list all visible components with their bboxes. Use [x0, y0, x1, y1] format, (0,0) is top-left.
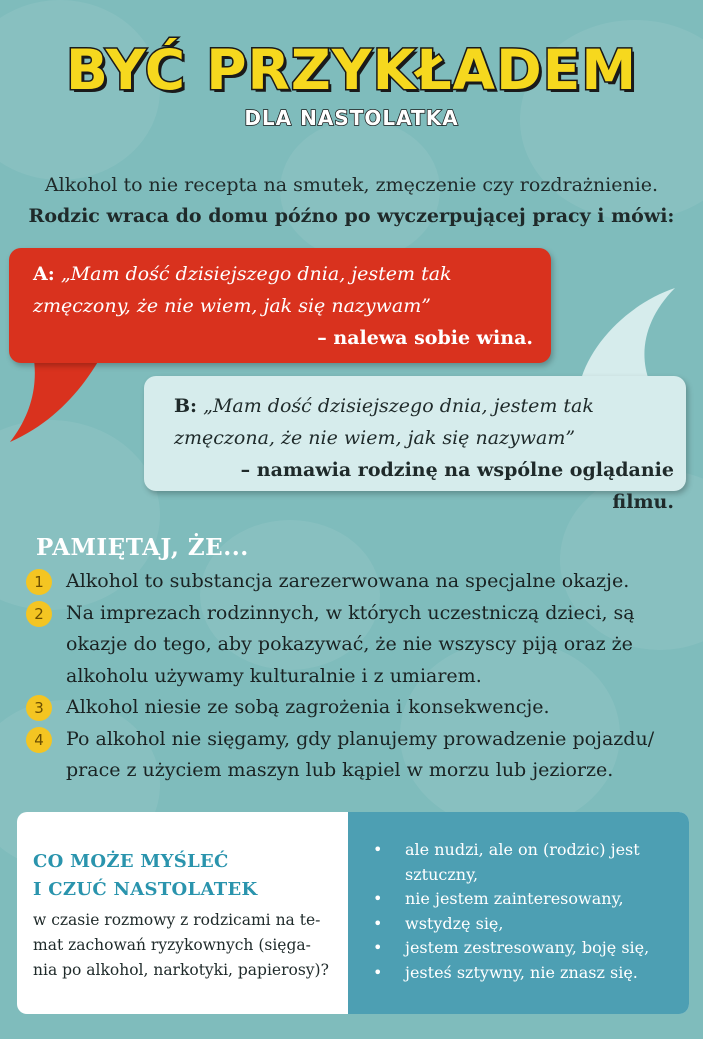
bullet-icon: •	[373, 962, 383, 982]
speech-b-action: – namawia rodzinę na wspólne oglądanie filmu.	[240, 459, 674, 513]
bullet-icon: •	[373, 913, 383, 933]
speaker-label: A:	[33, 263, 55, 285]
speech-bubble-a	[9, 248, 551, 363]
remember-heading: PAMIĘTAJ, ŻE...	[36, 534, 249, 561]
number-badge: 3	[26, 695, 52, 721]
speech-bubble-b	[144, 376, 686, 513]
intro-line: Alkohol to nie recepta na smutek, zmęczenie czy rozdrażnienie.	[44, 174, 659, 196]
list-item: 3 Alkohol niesie ze sobą zagrożenia i konsekwencje.	[24, 692, 684, 724]
speech-b-quote-line: B: „Mam dość dzisiejszego dnia, jestem tak	[174, 395, 594, 417]
number-badge: 2	[26, 601, 52, 627]
list-item: • jesteś sztywny, nie znasz się.	[369, 961, 689, 986]
list-item: • ale nudzi, ale on (rodzic) jest sztuczny,	[373, 840, 640, 884]
bullet-icon: •	[373, 840, 383, 859]
list-item: • nie jestem zainteresowany,	[369, 887, 689, 912]
speaker-label: B:	[174, 395, 198, 417]
speech-b-quote-line: zmęczona, że nie wiem, jak się nazywam”	[174, 427, 576, 449]
speech-a-action: – nalewa sobie wina.	[317, 327, 533, 349]
list-item: 2 Na imprezach rodzinnych, w których uczestniczą dzieci, są okazje do tego, aby pokazywać, że nie wszyscy piją oraz że alkoholu używamy kulturalnie i z umiarem.	[24, 598, 684, 693]
intro-line-bold: Rodzic wraca do domu późno po wyczerpującej pracy i mówi:	[28, 205, 675, 227]
speech-a-quote-line: A: „Mam dość dzisiejszego dnia, jestem tak	[33, 263, 452, 285]
speech-b-tail	[570, 288, 680, 388]
list-item: • jestem zestresowany, boję się,	[369, 936, 689, 961]
bullet-icon: •	[373, 889, 383, 908]
number-badge: 4	[26, 727, 52, 753]
page-subtitle: DLA NASTOLATKA	[244, 106, 459, 130]
list-item: 1 Alkohol to substancja zarezerwowana na specjalne okazje.	[24, 566, 684, 598]
teen-feelings-panel	[17, 812, 689, 1014]
panel-heading: CO MOŻE MYŚLEĆ I CZUĆ NASTOLATEK	[33, 851, 258, 900]
page-title: BYĆ PRZYKŁADEM	[65, 38, 638, 102]
panel-question: w czasie rozmowy z rodzicami na te- mat zachowań ryzykownych (sięga- nia po alkohol, narkotyki, papierosy)?	[33, 911, 329, 979]
bullet-icon: •	[373, 938, 383, 957]
remember-list	[24, 566, 684, 787]
intro-text	[20, 170, 683, 232]
thoughts-list	[369, 838, 689, 985]
list-item: • wstydzę się,	[369, 912, 689, 937]
speech-a-quote-line: zmęczony, że nie wiem, jak się nazywam”	[33, 295, 431, 317]
list-item: 4 Po alkohol nie sięgamy, gdy planujemy prowadzenie pojazdu/ prace z użyciem maszyn lub kąpiel w morzu lub jeziorze.	[24, 724, 684, 787]
number-badge: 1	[26, 569, 52, 595]
